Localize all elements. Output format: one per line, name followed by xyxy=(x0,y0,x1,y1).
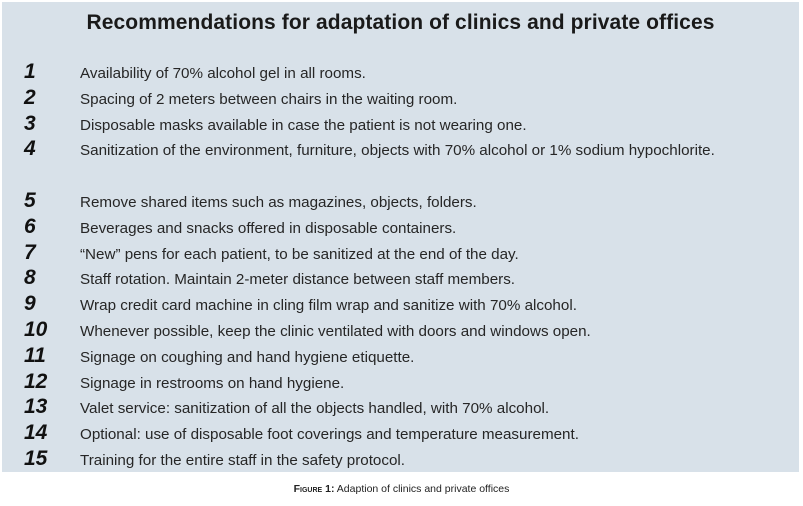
item-text: “New” pens for each patient, to be sanitized at the end of the day. xyxy=(80,245,519,263)
item-text: Beverages and snacks offered in disposable containers. xyxy=(80,219,457,237)
recommendations-list xyxy=(2,59,799,472)
item-text: Remove shared items such as magazines, objects, folders. xyxy=(80,193,477,211)
list-item xyxy=(2,265,799,291)
list-item xyxy=(2,188,799,214)
item-text: Whenever possible, keep the clinic ventilated with doors and windows open. xyxy=(80,322,591,340)
list-item xyxy=(2,240,799,266)
item-text: Wrap credit card machine in cling film wrap and sanitize with 70% alcohol. xyxy=(80,297,577,315)
item-text: Training for the entire staff in the safety protocol. xyxy=(80,451,406,469)
item-number: 15 xyxy=(24,446,48,470)
item-number: 1 xyxy=(24,60,36,83)
item-number: 11 xyxy=(24,343,46,367)
item-number: 6 xyxy=(24,214,36,238)
list-item xyxy=(2,291,799,317)
list-item xyxy=(2,136,799,188)
panel-title: Recommendations for adaptation of clinics and private offices xyxy=(86,11,715,34)
list-item xyxy=(2,343,799,369)
item-text: Availability of 70% alcohol gel in all rooms. xyxy=(80,65,366,82)
caption-text: Adaption of clinics and private offices xyxy=(336,483,510,495)
item-number: 10 xyxy=(24,317,48,341)
figure-caption xyxy=(0,483,803,495)
item-number: 5 xyxy=(24,188,36,212)
item-text: Disposable masks available in case the patient is not wearing one. xyxy=(80,116,527,134)
list-item xyxy=(2,446,799,472)
item-number: 14 xyxy=(24,421,48,445)
item-number: 8 xyxy=(24,266,36,290)
item-text: Signage in restrooms on hand hygiene. xyxy=(80,374,345,392)
caption-label: Figure 1: xyxy=(293,483,335,495)
list-item xyxy=(2,85,799,111)
item-text: Staff rotation. Maintain 2-meter distance between staff members. xyxy=(80,271,516,289)
list-item xyxy=(2,369,799,395)
item-text: Signage on coughing and hand hygiene etiquette. xyxy=(80,348,415,366)
item-number: 7 xyxy=(24,240,36,264)
list-item xyxy=(2,111,799,137)
item-number: 4 xyxy=(24,137,36,161)
item-number: 3 xyxy=(24,111,36,135)
list-item xyxy=(2,394,799,420)
item-number: 2 xyxy=(24,85,36,109)
item-text: Sanitization of the environment, furniture, objects with 70% alcohol or 1% sodium hypochlorite. xyxy=(80,142,715,160)
list-item xyxy=(2,214,799,240)
item-number: 12 xyxy=(24,369,48,393)
recommendations-panel xyxy=(2,2,799,472)
item-number: 9 xyxy=(24,292,36,316)
item-text: Optional: use of disposable foot coverings and temperature measurement. xyxy=(80,426,579,444)
list-item xyxy=(2,317,799,343)
item-text: Spacing of 2 meters between chairs in the waiting room. xyxy=(80,90,458,108)
list-item xyxy=(2,420,799,446)
item-number: 13 xyxy=(24,395,48,419)
list-item xyxy=(2,59,799,85)
item-text: Valet service: sanitization of all the objects handled, with 70% alcohol. xyxy=(80,400,550,418)
